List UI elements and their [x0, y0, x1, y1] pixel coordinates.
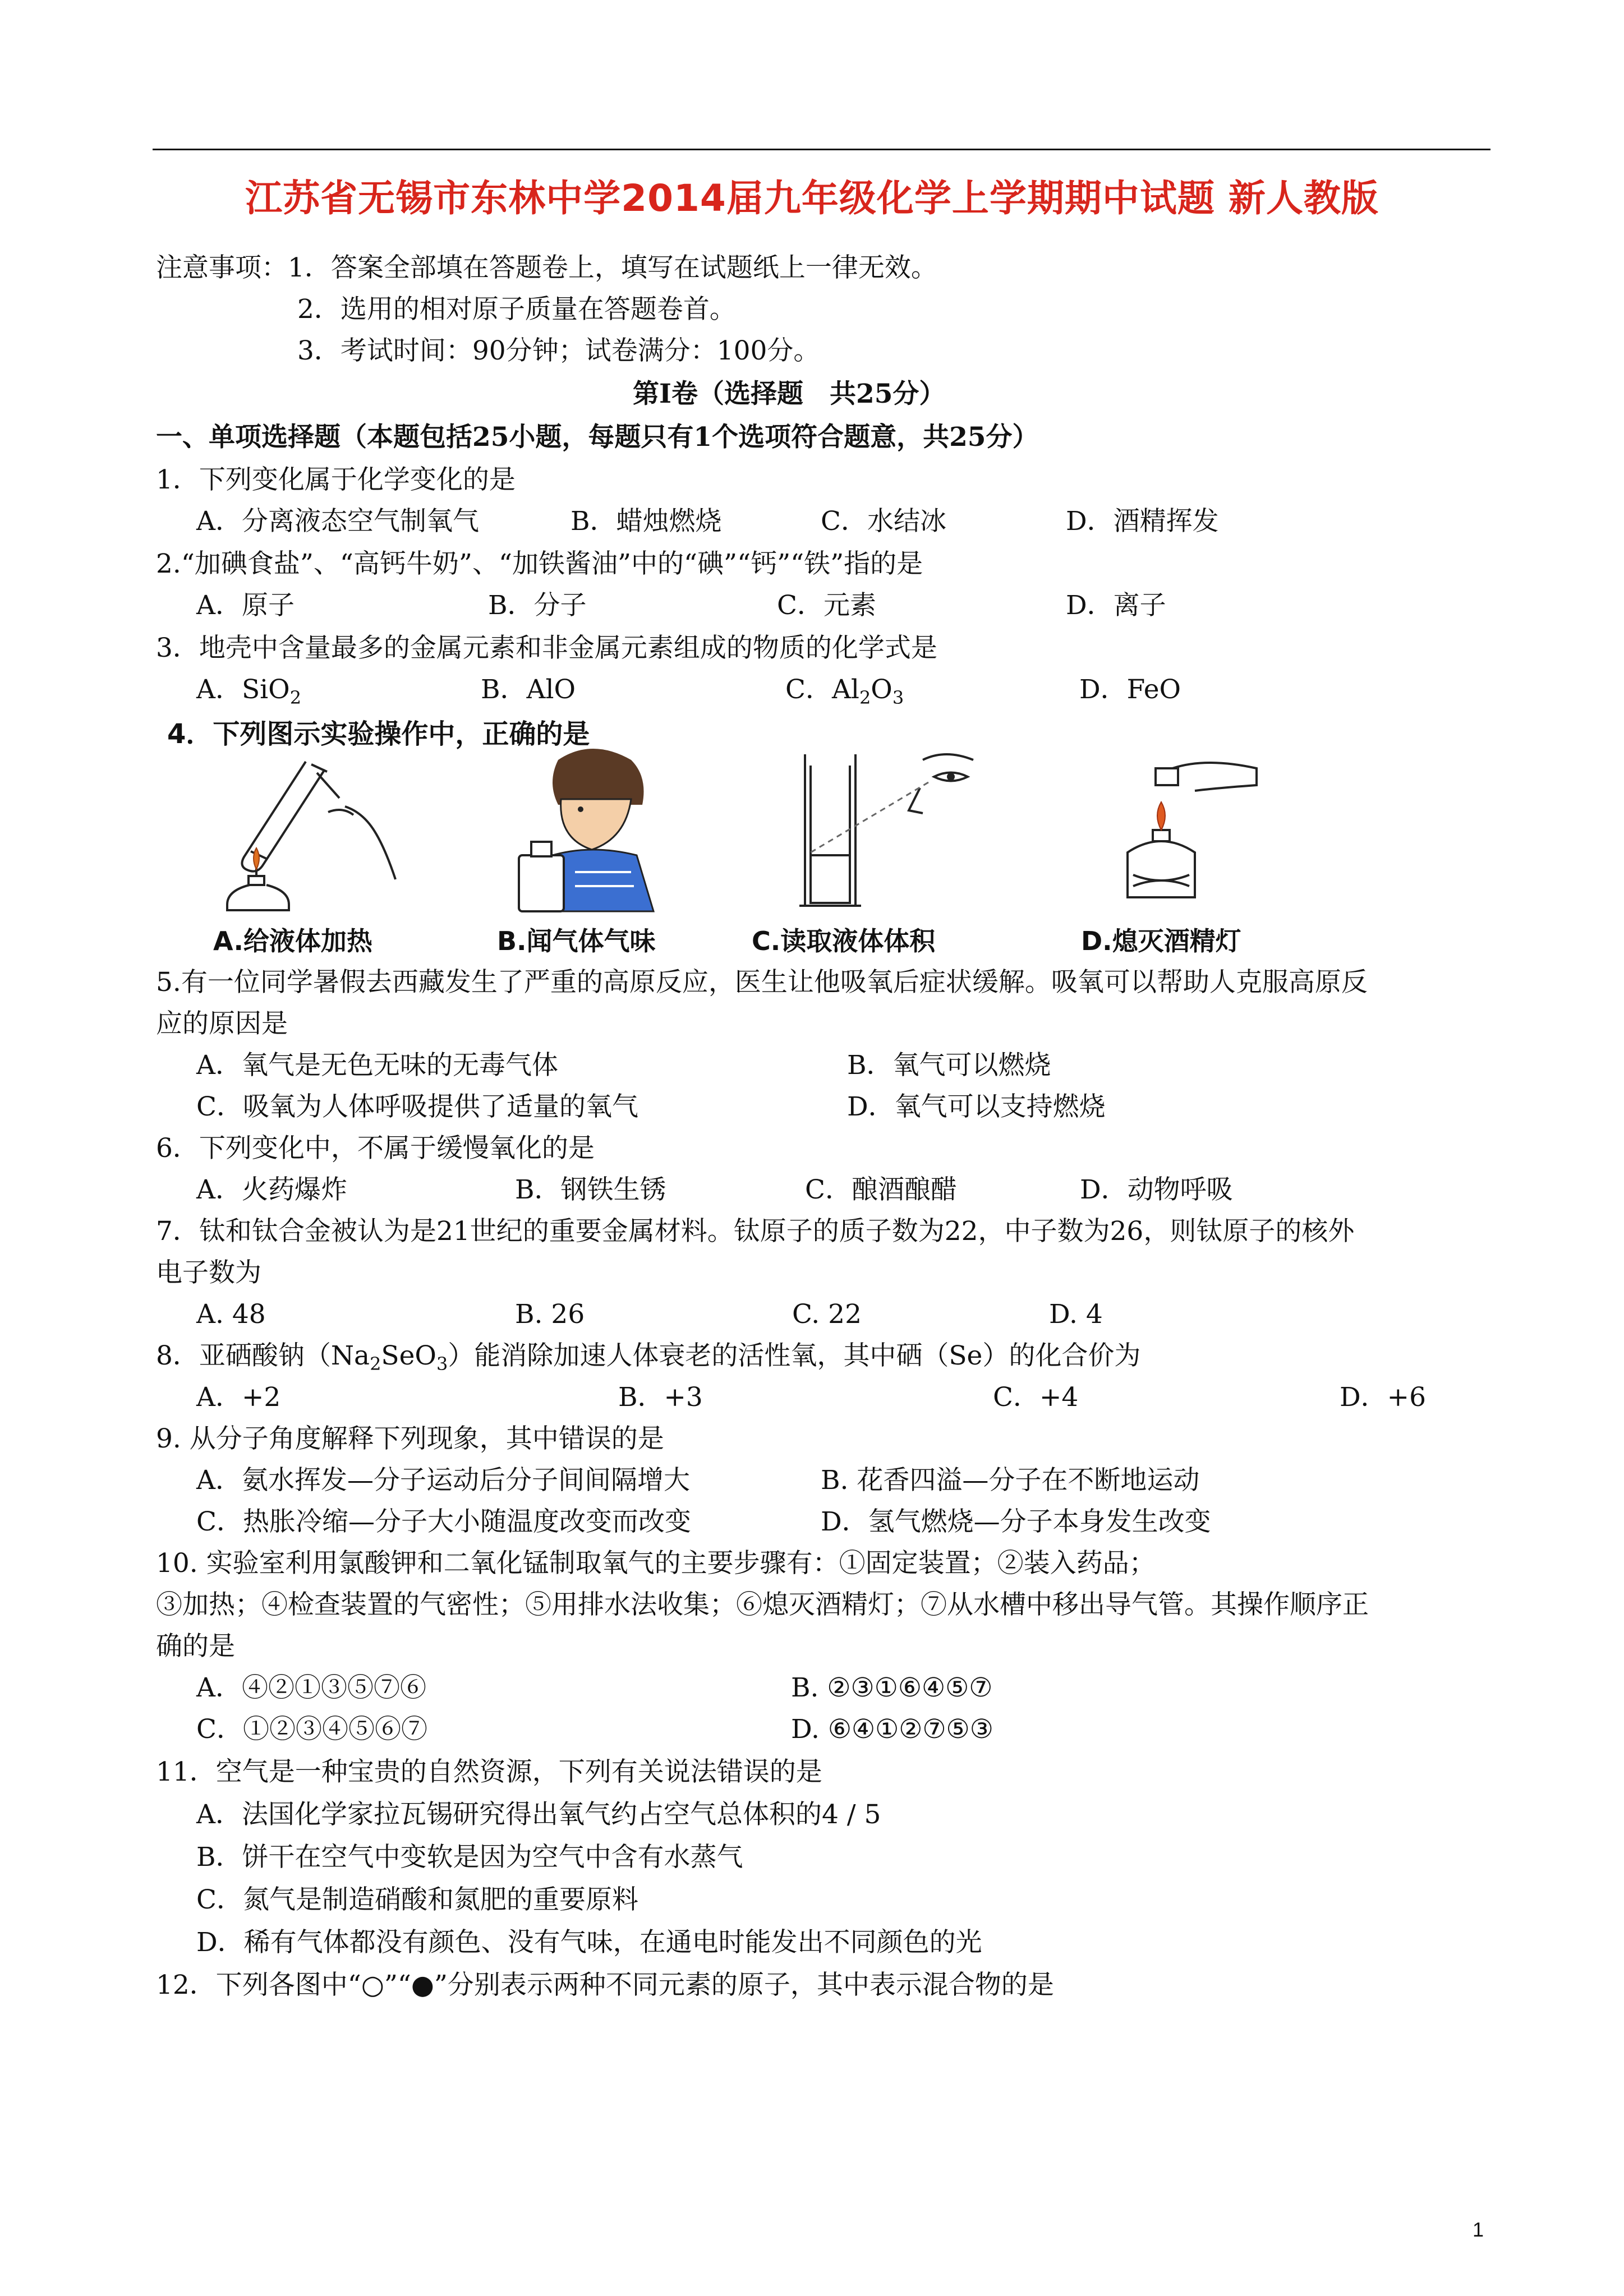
option: A．+2	[196, 1382, 281, 1413]
option: C．水结冰	[821, 506, 946, 537]
option: B．氧气可以燃烧	[847, 1050, 1051, 1081]
question-stem: ③加热；④检查装置的气密性；⑤用排水法收集；⑥熄灭酒精灯；⑦从水槽中移出导气管。其操作顺序正	[156, 1589, 1369, 1620]
figure-caption: C.读取液体体积	[752, 926, 936, 956]
question-stem: 1．下列变化属于化学变化的是	[156, 464, 516, 495]
option: D．FeO	[1079, 674, 1181, 705]
part-heading: 一、单项选择题（本题包括25小题，每题只有1个选项符合题意，共25分）	[156, 422, 1039, 453]
smelling-gas-figure	[508, 743, 676, 917]
option: C．+4	[993, 1382, 1079, 1413]
option: A. 48	[196, 1299, 266, 1330]
option: A．法国化学家拉瓦锡研究得出氧气约占空气总体积的4 / 5	[196, 1799, 881, 1830]
figure-caption: A.给液体加热	[213, 926, 372, 956]
notice-label: 注意事项：	[156, 252, 288, 283]
option: D．氧气可以支持燃烧	[847, 1091, 1106, 1122]
option: A．SiO$_2$	[196, 674, 302, 708]
option: D．离子	[1066, 590, 1166, 621]
question-stem: 7．钛和钛合金被认为是21世纪的重要金属材料。钛原子的质子数为22，中子数为26，则钛原子的核外	[156, 1216, 1355, 1247]
notice-line-1	[156, 251, 937, 285]
question-stem: 电子数为	[156, 1257, 261, 1288]
option: B．+3	[618, 1382, 703, 1413]
question-stem: 3．地壳中含量最多的金属元素和非金属元素组成的物质的化学式是	[156, 633, 937, 663]
option: B. 花香四溢—分子在不断地运动	[821, 1465, 1200, 1496]
option: B．蜡烛燃烧	[571, 506, 722, 537]
option: B．AlO	[481, 674, 576, 705]
option: A．④②①③⑤⑦⑥	[196, 1672, 426, 1703]
option: A．火药爆炸	[196, 1174, 347, 1205]
option: C．元素	[777, 590, 876, 621]
question-stem: 4．下列图示实验操作中，正确的是	[167, 718, 590, 750]
option: D．动物呼吸	[1080, 1174, 1233, 1205]
option: D．氢气燃烧—分子本身发生改变	[821, 1506, 1211, 1537]
option: C. 22	[792, 1299, 862, 1330]
option: B．钢铁生锈	[515, 1174, 666, 1205]
option: A．氨水挥发—分子运动后分子间间隔增大	[196, 1465, 690, 1496]
option: B. 26	[515, 1299, 585, 1330]
option: A．分离液态空气制氧气	[196, 506, 479, 537]
option: C．酿酒酿醋	[805, 1174, 957, 1205]
document-title: 江苏省无锡市东林中学2014届九年级化学上学期期中试题 新人教版	[245, 177, 1379, 220]
figure-caption: D.熄灭酒精灯	[1081, 926, 1241, 956]
question-stem: 12．下列各图中“○”“●”分别表示两种不同元素的原子，其中表示混合物的是	[156, 1970, 1054, 2000]
option: A．原子	[196, 590, 295, 621]
option: C．热胀冷缩—分子大小随温度改变而改变	[196, 1506, 691, 1537]
question-stem: 8．亚硒酸钠$(Na_2SeO_3)$能消除加速人体衰老的活性氧，其中硒（Se）的化合价为	[156, 1340, 1141, 1375]
question-stem: 确的是	[156, 1631, 235, 1662]
question-stem: 9. 从分子角度解释下列现象，其中错误的是	[156, 1423, 664, 1454]
option: A．氧气是无色无味的无毒气体	[196, 1050, 558, 1081]
option: D．+6	[1340, 1382, 1426, 1413]
option: D. 4	[1049, 1299, 1103, 1330]
section-heading: 第Ⅰ卷（选择题 共25分）	[633, 379, 946, 409]
option: C．$Al_2O_3$	[785, 674, 904, 708]
reading-volume-figure	[794, 743, 984, 917]
option: D．酒精挥发	[1066, 506, 1219, 537]
option: C．氮气是制造硝酸和氮肥的重要原料	[196, 1884, 638, 1915]
option: D. ⑥④①②⑦⑤③	[791, 1714, 993, 1745]
option: D．稀有气体都没有颜色、没有气味，在通电时能发出不同颜色的光	[196, 1927, 982, 1958]
option: B．饼干在空气中变软是因为空气中含有水蒸气	[196, 1842, 743, 1873]
question-stem: 10. 实验室利用氯酸钾和二氧化锰制取氧气的主要步骤有：①固定装置；②装入药品；	[156, 1548, 1156, 1579]
notice-item: 1．答案全部填在答题卷上，填写在试题纸上一律无效。	[288, 252, 937, 283]
header-rule	[153, 149, 1490, 150]
question-stem: 2.“加碘食盐”、“高钙牛奶”、“加铁酱油”中的“碘”“钙”“铁”指的是	[156, 548, 923, 579]
question-stem: 应的原因是	[156, 1008, 288, 1039]
option: C．①②③④⑤⑥⑦	[196, 1714, 427, 1745]
page-number: 1	[1472, 2218, 1484, 2241]
extinguishing-lamp-figure	[1105, 746, 1273, 914]
figure-caption: B.闻气体气味	[497, 926, 656, 956]
option: B．分子	[488, 590, 587, 621]
question-stem: 5.有一位同学暑假去西藏发生了严重的高原反应，医生让他吸氧后症状缓解。吸氧可以帮助人克服高原反	[156, 967, 1368, 998]
question-stem: 11．空气是一种宝贵的自然资源，下列有关说法错误的是	[156, 1756, 822, 1787]
heating-liquid-figure	[216, 750, 401, 919]
option: C．吸氧为人体呼吸提供了适量的氧气	[196, 1091, 638, 1122]
question-stem: 6．下列变化中，不属于缓慢氧化的是	[156, 1133, 595, 1164]
notice-item: 3．考试时间：90分钟；试卷满分：100分。	[297, 335, 820, 366]
notice-item: 2．选用的相对原子质量在答题卷首。	[297, 294, 736, 325]
option: B. ②③①⑥④⑤⑦	[791, 1672, 993, 1703]
